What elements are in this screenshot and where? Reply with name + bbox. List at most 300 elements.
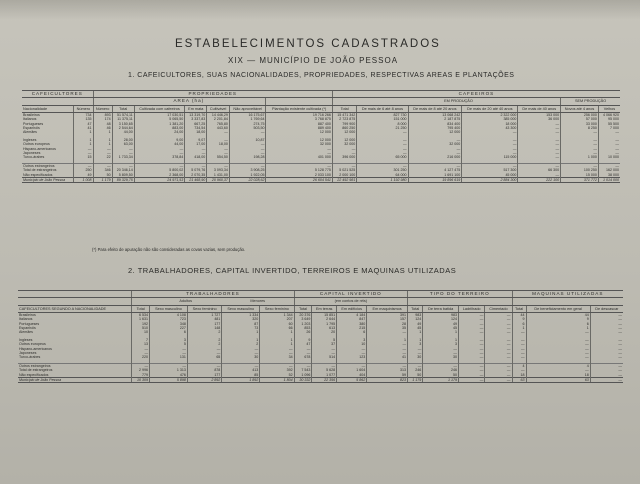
table-cell: 21 250 <box>357 126 408 130</box>
table-cell: 19 716 266 <box>266 113 332 118</box>
table-cell: — <box>459 364 485 369</box>
table-cell: — <box>266 164 332 169</box>
table-cell: 3 337,83 <box>185 117 207 121</box>
table-cell: — <box>367 347 408 351</box>
table-cell: 5 862 <box>337 377 367 382</box>
group-header-capital-invertido: CAPITAL INVERTIDO <box>294 291 407 298</box>
table-cell: 11 375,11 <box>112 117 134 121</box>
column-header: De mais de 20 até 40 anos <box>462 105 518 112</box>
row-label: Alemães <box>23 130 37 135</box>
table-cell: — <box>294 347 312 351</box>
table-1-column-headers <box>22 105 620 112</box>
table-cell: — <box>459 322 485 326</box>
table-cell: 50 <box>423 373 459 378</box>
table-cell: 6 <box>526 322 590 326</box>
table-cell: 878 <box>187 368 221 372</box>
table-cell: — <box>367 351 408 355</box>
table-cell: — <box>485 313 512 318</box>
table-cell: 15 <box>74 155 93 159</box>
table-cell: — <box>266 151 332 155</box>
table-cell: — <box>561 130 599 134</box>
table-cell: — <box>590 342 623 346</box>
table-cell: 20 346,14 <box>112 168 134 172</box>
table-cell: — <box>485 342 512 346</box>
table-cell: — <box>367 330 408 334</box>
group-header-contos: (em contos de réis) <box>294 298 407 305</box>
table-cell: — <box>590 330 623 334</box>
table-cell: 3 093,34 <box>207 168 230 172</box>
table-cell: 481 <box>187 317 221 321</box>
row-label: Portugueses <box>23 121 44 126</box>
table-cell: 18 <box>526 373 590 378</box>
table-cell: 57 000 <box>561 117 599 121</box>
table-cell: — <box>598 147 620 151</box>
table-cell: 216 000 <box>408 155 462 159</box>
table-cell: — <box>187 364 221 369</box>
table-cell: 1 <box>74 138 93 142</box>
table-cell: — <box>134 164 185 169</box>
column-header: Sexo masculino <box>150 305 188 312</box>
column-header: Em edifícios <box>337 305 367 312</box>
table-cell: 847 <box>337 317 367 321</box>
table-cell: 12 000 <box>266 130 332 134</box>
table-cell: — <box>526 355 590 359</box>
table-cell: — <box>312 364 337 369</box>
table-cell: 2 033 100 <box>266 173 332 178</box>
table-cell: 44 <box>512 313 526 318</box>
table-cell: 45 <box>423 326 459 330</box>
table-cell: 37 <box>312 342 337 346</box>
column-header: De beneficiamento em geral <box>526 305 590 312</box>
table-cell: — <box>229 164 266 169</box>
table-cell: 1 604 <box>337 368 367 372</box>
table-cell: 371 772 <box>561 177 599 182</box>
table-cell: — <box>332 147 356 151</box>
column-header: De mais de 40 anos <box>518 105 561 112</box>
table-cell: — <box>337 351 367 355</box>
row-label: Japoneses <box>23 150 41 155</box>
table-2-body <box>18 313 623 383</box>
table-cell: 5 065,50 <box>134 117 185 121</box>
table-cell: 2 070,35 <box>185 173 207 178</box>
table-cell: 5 079,76 <box>185 168 207 172</box>
table-cell: 1 179 <box>423 377 459 382</box>
table-cell: 15 471 342 <box>332 113 356 118</box>
table-cell: — <box>526 338 590 342</box>
table-cell: 49 <box>423 322 459 326</box>
table-cell: 2 <box>187 330 221 334</box>
table-cell: 44 <box>526 313 590 318</box>
table-cell: — <box>598 138 620 142</box>
table-cell: 1 631 <box>132 317 150 321</box>
table-cell: 246 <box>408 368 423 372</box>
table-cell: 887 400 <box>266 122 332 126</box>
table-cell: — <box>526 347 590 351</box>
table-cell: 59 <box>367 373 408 378</box>
column-header: Total <box>294 305 312 312</box>
table-cell: 30 <box>423 355 459 359</box>
row-label: Total de estrangeiros <box>23 168 57 173</box>
table-cell: 9,07 <box>185 138 207 142</box>
table-cell: 46 <box>93 126 112 130</box>
table-cell: 734,54 <box>185 126 207 130</box>
table-cell: 222 100 <box>518 177 561 182</box>
table-cell: — <box>134 147 185 151</box>
row-label: Outros europeus <box>19 342 46 347</box>
table-cell: 2 <box>187 342 221 346</box>
table-cell: 5 898 <box>150 377 188 382</box>
table-cell: 12 000 <box>332 130 356 134</box>
table-cell: — <box>485 368 512 372</box>
table-cell: — <box>459 351 485 355</box>
table-cell: 33 000 <box>561 122 599 126</box>
table-cell: 12 000 <box>266 138 332 142</box>
table-cell: 443,60 <box>207 126 230 130</box>
table-cell: 50 <box>93 173 112 178</box>
table-cell: 827 730 <box>357 113 408 118</box>
row-label: Turco-árabes <box>19 355 41 360</box>
table-cell: — <box>207 151 230 155</box>
table-cell: 38 000 <box>598 173 620 178</box>
table-cell: 123 <box>337 355 367 359</box>
group-header-em-producao: EM PRODUÇÃO <box>357 98 561 105</box>
table-cell: 10,87 <box>229 138 266 142</box>
table-cell: 43 300 <box>462 126 518 130</box>
table-cell: 41 <box>74 126 93 130</box>
table-cell: — <box>207 164 230 169</box>
table-cell: 2 996 <box>132 368 150 372</box>
table-2 <box>18 290 623 383</box>
table-cell: 55 500 <box>598 122 620 126</box>
table-cell: 85 <box>222 373 260 378</box>
table-cell: — <box>150 364 188 369</box>
table-cell: 9,00 <box>134 138 185 142</box>
table-cell: 834 400 <box>408 122 462 126</box>
table-cell: — <box>93 147 112 151</box>
table-cell: — <box>561 164 599 169</box>
table-cell: 2 892 <box>187 377 221 382</box>
table-cell: 385 000 <box>462 117 518 121</box>
row-label: Ingleses <box>23 138 37 143</box>
table-cell: — <box>512 330 526 334</box>
table-cell: — <box>518 130 561 134</box>
column-header: Número <box>93 105 112 112</box>
table-cell: 667,25 <box>185 122 207 126</box>
table-cell: 124 <box>408 317 423 321</box>
page-subtitle: XIX — MUNICÍPIO DE JOÃO PESSOA <box>228 56 399 65</box>
table-cell: — <box>134 151 185 155</box>
table-cell: — <box>423 347 459 351</box>
table-cell: 192 <box>132 322 150 326</box>
column-header: Em terras <box>312 305 337 312</box>
table-cell: 60 <box>260 322 294 326</box>
table-cell: 65 <box>187 355 221 359</box>
table-cell: 100 250 <box>561 168 599 172</box>
row-label: Hispano-americanos <box>19 346 52 351</box>
column-header: Cimentado <box>485 305 512 312</box>
table-cell: 49 <box>408 322 423 326</box>
table-cell: — <box>93 151 112 155</box>
table-cell: 1 <box>222 338 260 342</box>
table-cell: — <box>590 338 623 342</box>
table-row <box>18 377 623 382</box>
table-cell: — <box>485 355 512 359</box>
row-label: Outros estrangeiros <box>22 164 74 169</box>
table-cell: — <box>132 347 150 351</box>
column-header: De terra batida <box>423 305 459 312</box>
table-cell: — <box>260 347 294 351</box>
table-cell: 1 344 <box>260 313 294 318</box>
table-cell: 795 400 <box>408 126 462 130</box>
table-cell: 274,75 <box>229 122 266 126</box>
table-cell: — <box>367 342 408 346</box>
table-cell: — <box>229 142 266 146</box>
table-cell: 16 175,67 <box>229 113 266 118</box>
table-cell: 48 <box>93 122 112 126</box>
table-cell: 779 <box>132 373 150 378</box>
table-cell: 22 028,62 <box>229 177 266 182</box>
table-cell: — <box>229 151 266 155</box>
table-cell: 1 <box>74 130 93 134</box>
table-cell: 177 <box>187 322 221 326</box>
table-cell: 5 <box>150 342 188 346</box>
table-cell: 63,00 <box>112 142 134 146</box>
table-cell: 2 322 000 <box>462 113 518 118</box>
table-cell: — <box>132 364 150 369</box>
table-cell: 853 <box>294 326 312 330</box>
table-cell: 889 400 <box>266 126 332 130</box>
row-label: Município de João Pessoa <box>18 377 132 382</box>
table-cell: 678 <box>294 355 312 359</box>
table-cell: 32 000 <box>332 142 356 146</box>
column-header: Total <box>408 305 423 312</box>
page-shadow <box>0 0 640 20</box>
table-cell: — <box>561 147 599 151</box>
table-cell: — <box>367 364 408 369</box>
table-cell: 26 <box>294 330 312 334</box>
table-cell: — <box>590 355 623 359</box>
table-cell: 12 000 <box>332 138 356 142</box>
table-cell: — <box>462 138 518 142</box>
table-cell: — <box>459 317 485 321</box>
group-header-trabalhadores: TRABALHADORES <box>132 291 294 298</box>
table-cell: — <box>598 151 620 155</box>
table-cell: — <box>185 147 207 151</box>
table-cell: 30 <box>222 355 260 359</box>
table-cell: 153 000 <box>518 113 561 118</box>
row-label: Município de João Pessoa <box>22 177 74 182</box>
table-cell: 44,00 <box>112 130 134 134</box>
table-cell: 22 <box>93 155 112 159</box>
table-cell: 3 <box>337 338 367 342</box>
table-cell: 207 <box>260 317 294 321</box>
table-cell: — <box>294 364 312 369</box>
table-cell: — <box>408 147 462 151</box>
table-cell: — <box>408 164 462 169</box>
row-label: Outros estrangeiros <box>18 364 132 369</box>
row-label: Ingleses <box>19 338 33 343</box>
table-cell: 41 <box>367 355 408 359</box>
table-cell: 6 <box>337 330 367 334</box>
table-cell: 4 <box>512 364 526 369</box>
table-cell: 18 <box>512 373 526 378</box>
table-cell: 517 300 <box>462 168 518 172</box>
row-label: Não especificados <box>19 372 49 377</box>
table-cell: 87 <box>222 322 260 326</box>
table-cell: — <box>462 151 518 155</box>
table-cell: 1 014 000 <box>598 177 620 182</box>
table-cell: 1 804 <box>260 377 294 382</box>
column-header: Em maquinismos <box>367 305 408 312</box>
table-cell: 13 <box>132 342 150 346</box>
table-cell: 135 <box>74 117 93 121</box>
table-cell: 1 096 <box>294 373 312 378</box>
table-cell: 5 628 <box>312 368 337 372</box>
table-cell: 3 <box>150 338 188 342</box>
table-cell: 1 <box>260 330 294 334</box>
table-cell: 4 127 475 <box>408 168 462 172</box>
table-cell: — <box>222 364 260 369</box>
table-cell: 1 <box>423 330 459 334</box>
table-cell: 47 <box>74 122 93 126</box>
table-cell: 32 000 <box>408 142 462 146</box>
table-cell: 13 319,70 <box>185 113 207 118</box>
table-cell: 52 <box>260 373 294 378</box>
table-cell: — <box>229 147 266 151</box>
table-cell: 51 574,11 <box>112 113 134 118</box>
table-cell: 10 309 <box>132 377 150 382</box>
table-cell: 2 187 875 <box>408 117 462 121</box>
table-cell: 613 <box>312 326 337 330</box>
table-cell: 2 723 875 <box>332 117 356 121</box>
table-cell: — <box>485 347 512 351</box>
table-cell: 1 077 <box>312 373 337 378</box>
table-cell: 50 <box>408 373 423 378</box>
table-cell: — <box>408 351 423 355</box>
table-cell: 20 376 <box>294 313 312 318</box>
table-cell: — <box>485 351 512 355</box>
column-header: De descascar <box>590 305 623 312</box>
column-header: Não aproveitável <box>229 105 266 112</box>
table-cell: — <box>150 351 188 355</box>
table-cell: — <box>590 326 623 330</box>
table-cell: 63 <box>526 377 590 382</box>
table-cell: 301 250 <box>357 168 408 172</box>
table-cell: 1 795 <box>312 322 337 326</box>
table-cell: — <box>459 347 485 351</box>
table-cell: — <box>598 142 620 146</box>
table-cell: — <box>485 326 512 330</box>
table-cell: 2 544,64 <box>112 126 134 130</box>
column-header: Total <box>132 305 150 312</box>
table-cell: 148 <box>187 326 221 330</box>
table-cell: 391 <box>367 313 408 318</box>
table-1-subgroup-header <box>22 98 620 105</box>
table-cell: 346 <box>93 168 112 172</box>
column-header: CAFEICULTORES SEGUNDO A NACIONALIDADE <box>18 305 132 312</box>
table-cell: — <box>74 164 93 169</box>
table-cell: 66 300 <box>518 168 561 172</box>
table-cell: — <box>462 130 518 134</box>
table-cell: 799 900 <box>332 122 356 126</box>
table-cell: — <box>459 373 485 378</box>
table-cell: 3 150,65 <box>112 122 134 126</box>
table-cell: 45 000 <box>462 173 518 178</box>
table-cell: 6 534 <box>132 313 150 318</box>
table-cell: 5 128 775 <box>266 168 332 172</box>
table-cell: 4 <box>526 364 590 369</box>
table-2-subgroup-header <box>18 298 623 305</box>
table-cell: — <box>526 330 590 334</box>
table-cell: — <box>590 364 623 369</box>
table-cell: 3 649 <box>294 317 312 321</box>
table-cell: 5 800,02 <box>134 168 185 172</box>
table-cell: — <box>207 138 230 142</box>
table-cell: 22 492 981 <box>332 177 356 182</box>
group-header-sem-producao: SEM PRODUÇÃO <box>561 98 620 105</box>
table-cell: 765,80 <box>207 122 230 126</box>
table-cell: 2 368,00 <box>134 173 185 178</box>
table-cell: — <box>590 377 623 382</box>
table-cell: — <box>459 377 485 382</box>
table-cell: 823 <box>367 377 408 382</box>
table-cell: — <box>357 151 408 155</box>
table-cell: 131 <box>150 355 188 359</box>
table-cell: 1 <box>93 142 112 146</box>
table-cell: 246 <box>423 368 459 372</box>
table-cell: 883,00 <box>134 126 185 130</box>
table-cell: 313 <box>367 368 408 372</box>
table-cell: 220 <box>132 355 150 359</box>
table-cell: 24,00 <box>134 130 185 134</box>
column-header: Sexo feminino <box>260 305 294 312</box>
table-cell: — <box>132 351 150 355</box>
table-1-group-header <box>22 91 620 98</box>
column-header: Total <box>112 105 134 112</box>
table-cell: — <box>266 147 332 151</box>
column-header: Sexo feminino <box>187 305 221 312</box>
table-cell: — <box>485 330 512 334</box>
table-cell: — <box>187 351 221 355</box>
table-cell: 4 184 <box>337 313 367 318</box>
table-cell: 1 892 <box>222 377 260 382</box>
table-cell: — <box>485 373 512 378</box>
table-cell: 20 960,37 <box>207 177 230 182</box>
table-cell: — <box>518 126 561 130</box>
footnote: (*) Para efeito de apuração não são consideradas as covas vazias, sem produção. <box>92 247 246 252</box>
table-cell: 89 329,75 <box>112 177 134 182</box>
table-cell: 1 008 <box>74 177 93 182</box>
row-label: Japoneses <box>19 350 37 355</box>
group-header-maquinas: MAQUINAS UTILIZADAS <box>512 291 623 298</box>
table-cell: — <box>590 347 623 351</box>
row-label: Brasileiros <box>19 313 36 318</box>
table-cell: — <box>485 338 512 342</box>
table-cell: — <box>462 142 518 146</box>
table-cell: 413 <box>222 368 260 372</box>
table-cell: — <box>512 342 526 346</box>
table-cell: — <box>590 351 623 355</box>
table-cell: 8 250 <box>561 126 599 130</box>
table-cell: 7 000 <box>598 126 620 130</box>
table-cell: — <box>512 355 526 359</box>
table-cell: 157 <box>367 317 408 321</box>
table-cell: 66 <box>260 326 294 330</box>
table-cell: 2 201,84 <box>207 117 230 121</box>
table-cell: 5 <box>312 338 337 342</box>
table-cell: 404 <box>337 373 367 378</box>
table-cell: — <box>312 351 337 355</box>
